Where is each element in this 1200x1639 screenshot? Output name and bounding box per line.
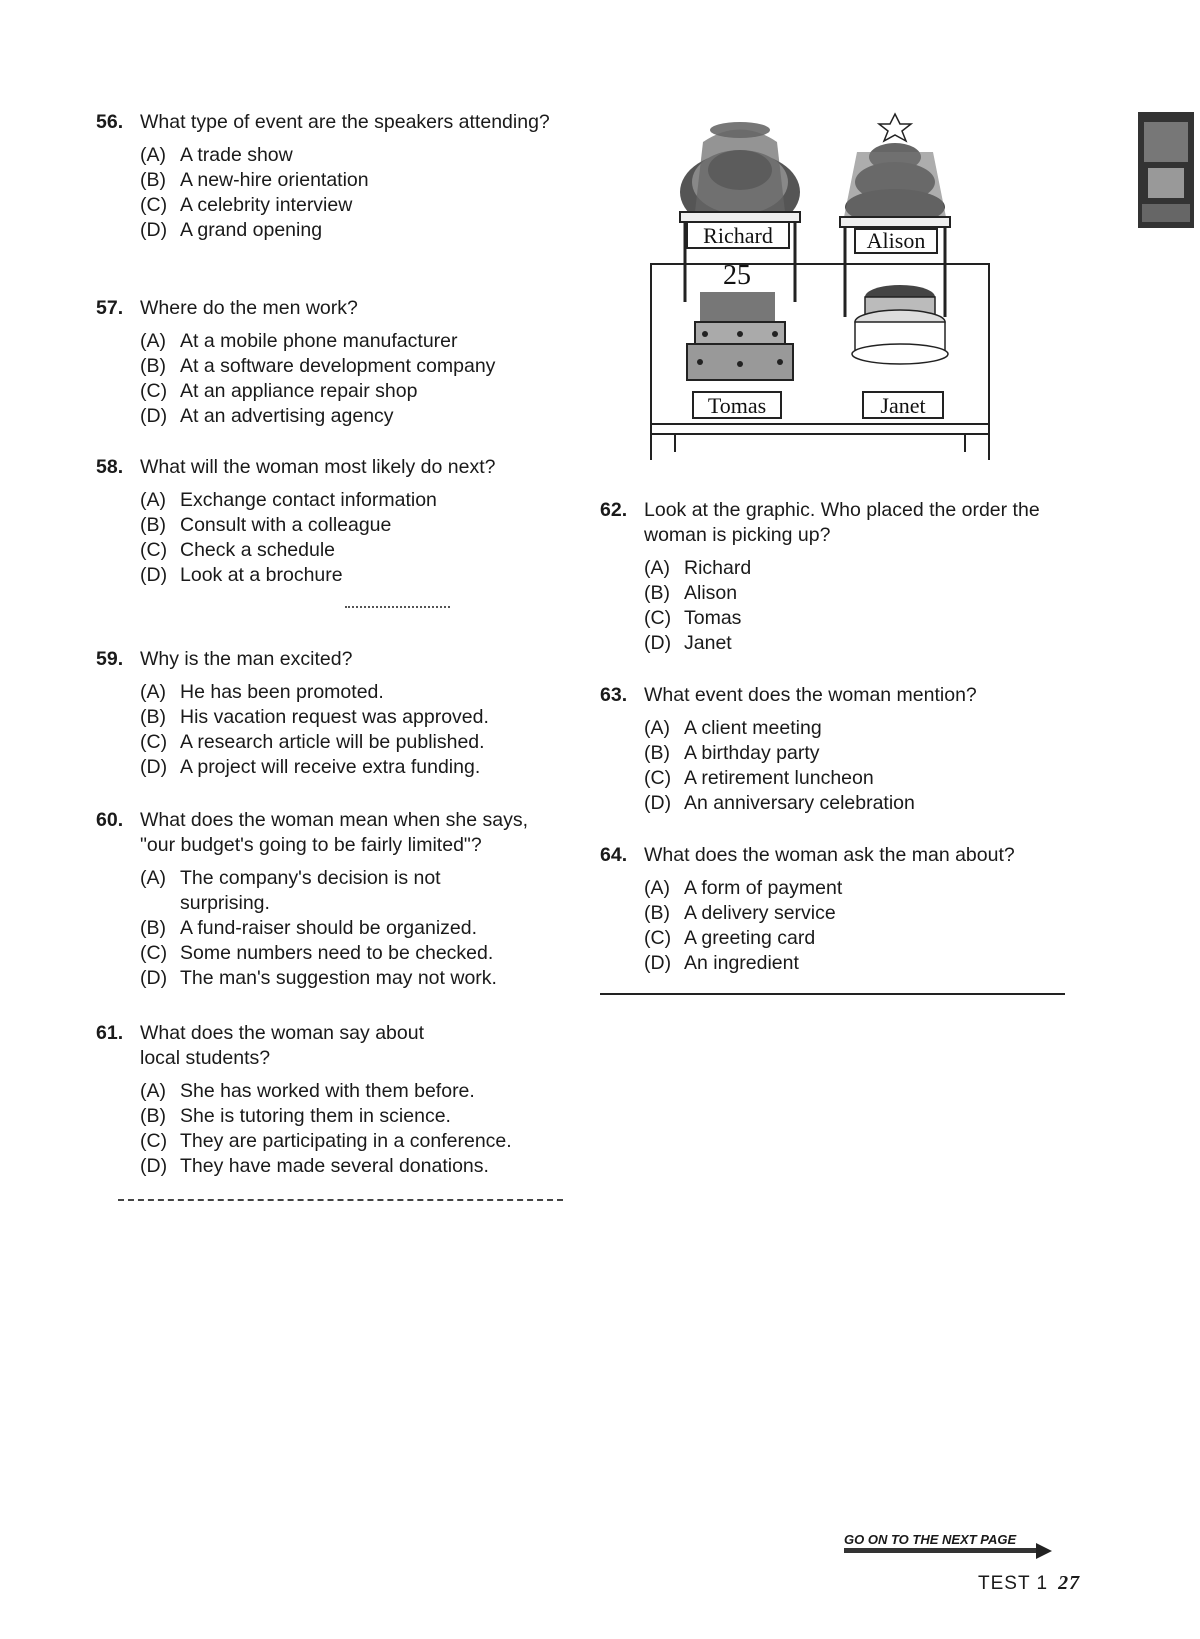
option-b: (B) A new-hire orientation [140, 169, 369, 191]
question-number: 62. [600, 499, 628, 521]
question-text: What type of event are the speakers attending? [140, 111, 550, 133]
option-a: (A) Exchange contact information [140, 489, 437, 511]
section-tab-icon [1138, 112, 1194, 228]
question-58 [96, 455, 566, 588]
option-b: (B) His vacation request was approved. [140, 706, 489, 728]
page-footer [978, 1572, 1080, 1595]
option-c: (C) Check a schedule [140, 539, 336, 561]
question-60 [96, 808, 566, 991]
option-d: (D) Look at a brochure [140, 564, 343, 586]
option-d: (D) An ingredient [644, 952, 799, 974]
question-text: What does the woman mean when she says, "our budget's going to be fairly limited"? [140, 809, 529, 856]
test-label: TEST 1 [978, 1573, 1049, 1594]
option-d: (D) At an advertising agency [140, 405, 394, 427]
question-text: What does the woman ask the man about? [644, 844, 1015, 866]
option-b: (B) A delivery service [644, 902, 836, 924]
option-a: (A) A client meeting [644, 717, 822, 739]
next-page-bar [844, 1548, 1040, 1553]
end-rule [600, 993, 1065, 995]
option-a: (A) At a mobile phone manufacturer [140, 330, 458, 352]
option-c: (C) Some numbers need to be checked. [140, 942, 494, 964]
cake-janet [852, 285, 948, 364]
question-number: 64. [600, 844, 628, 866]
go-on-next-page: GO ON TO THE NEXT PAGE [844, 1532, 1017, 1547]
option-a: (A) A form of payment [644, 877, 843, 899]
question-text: Why is the man excited? [140, 648, 353, 670]
separator [118, 1199, 563, 1201]
question-number: 56. [96, 111, 124, 133]
option-d: (D) An anniversary celebration [644, 792, 915, 814]
option-c: (C) A greeting card [644, 927, 816, 949]
question-text: What does the woman say about local students? [140, 1022, 424, 1069]
option-c: (C) A retirement luncheon [644, 767, 874, 789]
question-62 [600, 498, 1060, 656]
question-56 [96, 110, 566, 243]
question-text: What event does the woman mention? [644, 684, 977, 706]
name-tag-alison-label: Alison [866, 228, 926, 253]
option-a: (A) A trade show [140, 144, 293, 166]
name-tag-janet-label: Janet [880, 393, 926, 418]
option-b: (B) She is tutoring them in science. [140, 1105, 451, 1127]
question-63 [600, 683, 1060, 816]
question-64 [600, 843, 1060, 976]
option-a: (A) He has been promoted. [140, 681, 384, 703]
cake-number: 25 [723, 260, 751, 291]
separator [345, 606, 450, 608]
option-c: (C) They are participating in a conference. [140, 1130, 512, 1152]
question-text: Look at the graphic. Who placed the order the woman is picking up? [644, 499, 1040, 546]
option-b: (B) A fund-raiser should be organized. [140, 917, 478, 939]
option-b: (B) Alison [644, 582, 738, 604]
name-tag-richard-label: Richard [703, 223, 773, 248]
option-d: (D) A grand opening [140, 219, 323, 241]
option-a: (A) Richard [644, 557, 752, 579]
arrow-right-icon [1036, 1543, 1052, 1559]
option-d: (D) They have made several donations. [140, 1155, 489, 1177]
question-61 [96, 1021, 566, 1179]
question-number: 59. [96, 648, 124, 670]
cake-tomas [687, 260, 793, 380]
option-d: (D) A project will receive extra funding. [140, 756, 481, 778]
question-number: 58. [96, 456, 124, 478]
option-b: (B) Consult with a colleague [140, 514, 392, 536]
name-tag-tomas-label: Tomas [707, 393, 767, 418]
option-a: (A) The company's decision is not surprising. [140, 867, 441, 914]
question-57 [96, 296, 566, 429]
question-number: 57. [96, 297, 124, 319]
page-number: 27 [1058, 1572, 1081, 1594]
question-text: Where do the men work? [140, 297, 358, 319]
option-d: (D) The man's suggestion may not work. [140, 967, 497, 989]
option-b: (B) A birthday party [644, 742, 820, 764]
question-number: 60. [96, 809, 124, 831]
question-number: 61. [96, 1022, 124, 1044]
question-59 [96, 647, 566, 780]
option-b: (B) At a software development company [140, 355, 496, 377]
option-c: (C) Tomas [644, 607, 742, 629]
cake-display-graphic [645, 112, 1000, 462]
option-d: (D) Janet [644, 632, 732, 654]
question-number: 63. [600, 684, 628, 706]
option-a: (A) She has worked with them before. [140, 1080, 475, 1102]
option-c: (C) At an appliance repair shop [140, 380, 418, 402]
option-c: (C) A celebrity interview [140, 194, 353, 216]
option-c: (C) A research article will be published. [140, 731, 485, 753]
question-text: What will the woman most likely do next? [140, 456, 496, 478]
